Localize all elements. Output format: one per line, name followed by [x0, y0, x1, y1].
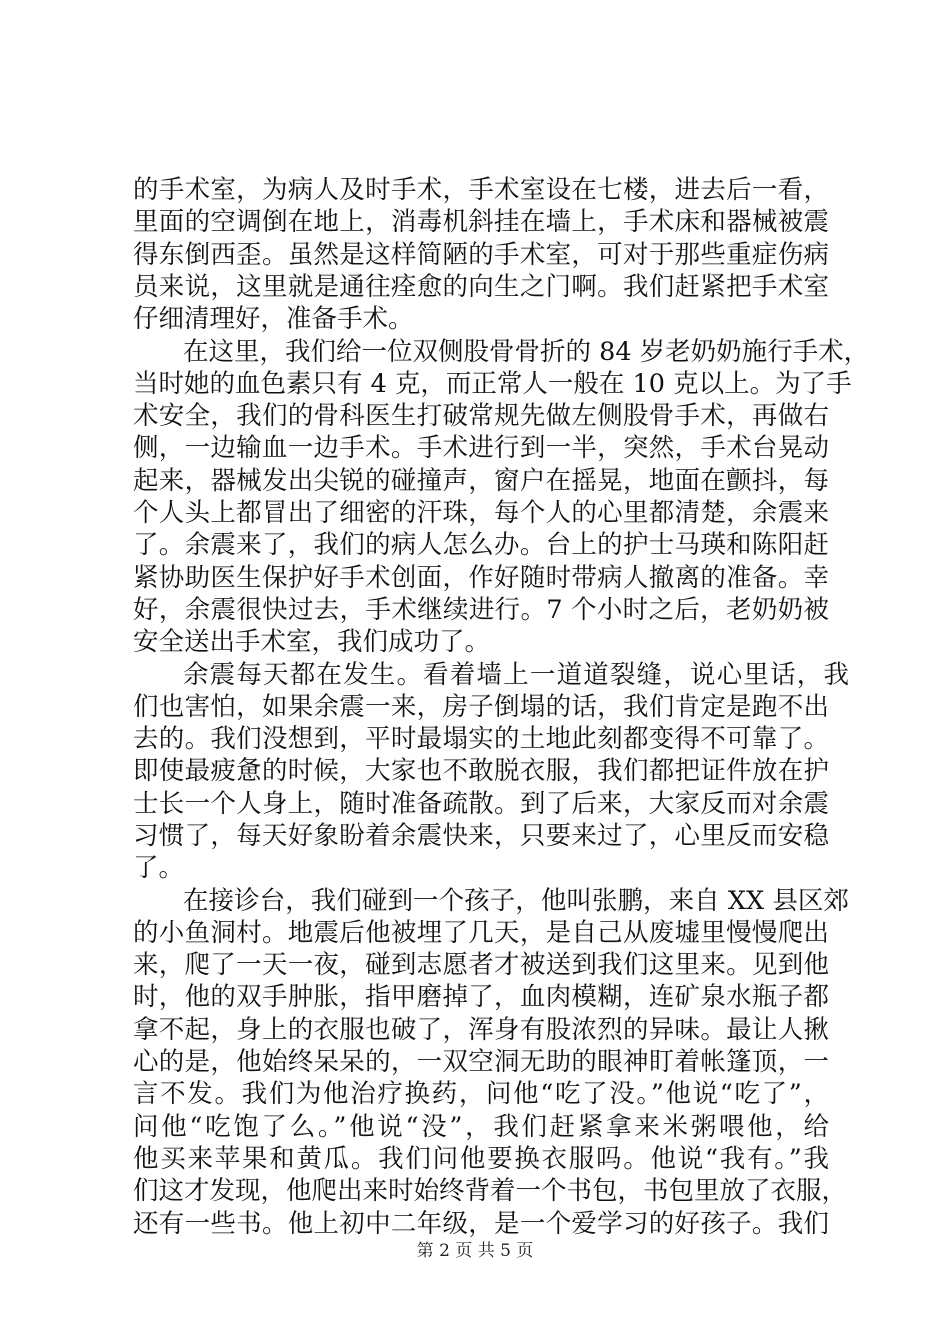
text-line: 得东倒西歪。虽然是这样简陋的手术室，可对于那些重症伤病 [133, 240, 829, 270]
text-line: 他买来苹果和黄瓜。我们问他要换衣服吗。他说“我有。”我 [133, 1144, 829, 1174]
text-line: 拿不起，身上的衣服也破了，浑身有股浓烈的异味。最让人揪 [133, 1015, 829, 1045]
text-line: 侧，一边输血一边手术。手术进行到一半，突然，手术台晃动 [133, 433, 829, 463]
text-line: 的小鱼洞村。地震后他被埋了几天，是自己从废墟里慢慢爬出 [133, 918, 829, 948]
text-line: 来，爬了一天一夜，碰到志愿者才被送到我们这里来。见到他 [133, 950, 829, 980]
text-line: 们这才发现，他爬出来时始终背着一个书包，书包里放了衣服， [133, 1176, 848, 1206]
text-line: 去的。我们没想到，平时最塌实的土地此刻都变得不可靠了。 [133, 724, 829, 754]
text-line: 在这里，我们给一位双侧股骨骨折的 84 岁老奶奶施行手术， [183, 337, 870, 367]
text-line: 个人头上都冒出了细密的汗珠，每个人的心里都清楚，余震来 [133, 498, 829, 528]
text-line: 员来说，这里就是通往痊愈的向生之门啊。我们赶紧把手术室 [133, 272, 829, 302]
text-line: 即使最疲惫的时候，大家也不敢脱衣服，我们都把证件放在护 [133, 756, 829, 786]
text-line: 士长一个人身上，随时准备疏散。到了后来，大家反而对余震 [133, 789, 829, 819]
text-line: 在接诊台，我们碰到一个孩子，他叫张鹏，来自 XX 县区郊 [183, 886, 849, 916]
text-line: 了。余震来了，我们的病人怎么办。台上的护士马瑛和陈阳赶 [133, 530, 829, 560]
text-line: 紧协助医生保护好手术创面，作好随时带病人撤离的准备。幸 [133, 563, 829, 593]
page-footer: 第 2 页 共 5 页 [416, 1241, 534, 1261]
text-line: 还有一些书。他上初中二年级，是一个爱学习的好孩子。我们 [133, 1209, 829, 1239]
text-line: 安全送出手术室，我们成功了。 [133, 627, 491, 657]
text-line: 问他“吃饱了么。”他说“没”，我们赶紧拿来米粥喂他，给 [133, 1112, 829, 1142]
text-line: 起来，器械发出尖锐的碰撞声，窗户在摇晃，地面在颤抖，每 [133, 466, 829, 496]
text-line: 仔细清理好，准备手术。 [133, 304, 414, 334]
text-line: 了。 [133, 853, 185, 883]
text-line: 好，余震很快过去，手术继续进行。7 个小时之后，老奶奶被 [133, 595, 829, 625]
text-line: 里面的空调倒在地上，消毒机斜挂在墙上，手术床和器械被震 [133, 207, 829, 237]
text-line: 时，他的双手肿胀，指甲磨掉了，血肉模糊，连矿泉水瓶子都 [133, 982, 829, 1012]
text-line: 的手术室，为病人及时手术，手术室设在七楼，进去后一看， [133, 175, 829, 205]
text-line: 余震每天都在发生。看着墙上一道道裂缝，说心里话，我 [183, 660, 849, 690]
text-line: 术安全，我们的骨科医生打破常规先做左侧股骨手术，再做右 [133, 401, 829, 431]
text-line: 们也害怕，如果余震一来，房子倒塌的话，我们肯定是跑不出 [133, 692, 829, 722]
text-line: 习惯了，每天好象盼着余震快来，只要来过了，心里反而安稳 [133, 821, 829, 851]
text-line: 当时她的血色素只有 4 克，而正常人一般在 10 克以上。为了手 [133, 369, 852, 399]
text-line: 言不发。我们为他治疗换药，问他“吃了没。”他说“吃了”， [133, 1079, 829, 1109]
text-line: 心的是，他始终呆呆的，一双空洞无助的眼神盯着帐篷顶，一 [133, 1047, 829, 1077]
